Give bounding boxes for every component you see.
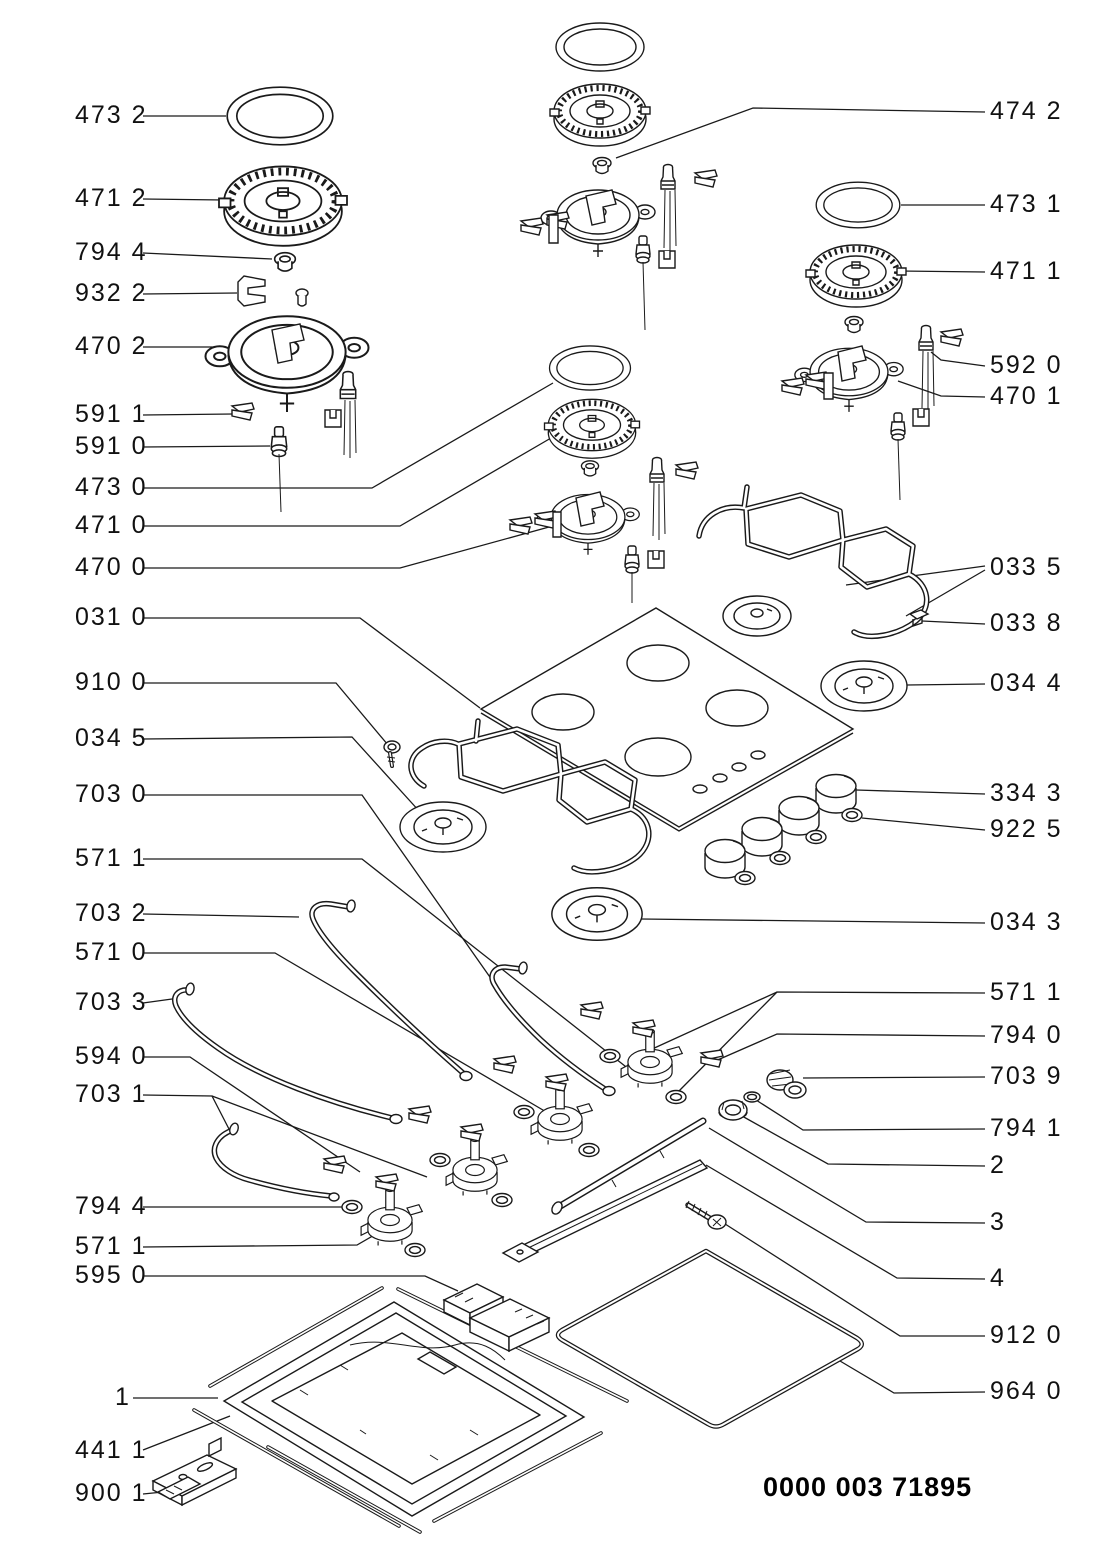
elbow-fitting-703-9	[767, 1070, 806, 1098]
spark-generator-box	[444, 1284, 549, 1351]
manifold-nut	[719, 1100, 747, 1120]
part-number-label: 474 2	[990, 97, 1063, 125]
part-number-label: 571 1	[75, 1232, 148, 1260]
manifold-screw	[686, 1201, 726, 1229]
part-number-label: 594 0	[75, 1042, 148, 1070]
bracket-932-2	[238, 276, 265, 306]
part-number-label: 033 5	[990, 553, 1063, 581]
part-number-label: 441 1	[75, 1436, 148, 1464]
part-number-label: 034 3	[990, 908, 1063, 936]
part-number-label: 471 2	[75, 184, 148, 212]
part-number-label: 571 0	[75, 938, 148, 966]
part-number-label: 591 1	[75, 400, 148, 428]
drawing-number: 0000 003 71895	[763, 1472, 973, 1502]
part-number-label: 3	[990, 1208, 1006, 1236]
part-number-label: 4	[990, 1264, 1006, 1292]
part-number-label: 470 2	[75, 332, 148, 360]
part-number-label: 031 0	[75, 603, 148, 631]
burner-assembly-top-center	[521, 23, 717, 330]
part-number-label: 794 0	[990, 1021, 1063, 1049]
manifold-rail	[503, 1160, 707, 1262]
part-number-label: 473 0	[75, 473, 148, 501]
part-number-label: 932 2	[75, 279, 148, 307]
burner-cap-034-4	[821, 661, 907, 711]
gas-pipe-703-1	[214, 1122, 339, 1201]
burner-assembly-middle	[510, 346, 698, 603]
burner-cap-034-5	[400, 802, 486, 852]
part-number-label: 703 3	[75, 988, 148, 1016]
part-number-label: 034 4	[990, 669, 1063, 697]
fixing-screw	[384, 741, 400, 766]
part-number-label: 703 2	[75, 899, 148, 927]
part-number-label: 571 1	[990, 978, 1063, 1006]
part-number-label: 703 9	[990, 1062, 1063, 1090]
part-number-label: 592 0	[990, 351, 1063, 379]
part-number-label: 033 8	[990, 609, 1063, 637]
part-number-label: 473 1	[990, 190, 1063, 218]
burner-assembly-top-left	[205, 87, 368, 512]
burner-cap-small	[723, 596, 791, 636]
tap-clips	[324, 1002, 723, 1191]
mounting-bracket-900-1	[153, 1438, 236, 1505]
part-number-label: 591 0	[75, 432, 148, 460]
gas-tap-1	[621, 1029, 682, 1087]
part-number-label: 912 0	[990, 1321, 1063, 1349]
part-number-label: 470 1	[990, 382, 1063, 410]
part-number-label: 703 1	[75, 1080, 148, 1108]
part-number-label: 703 0	[75, 780, 148, 808]
burner-assembly-right	[782, 182, 963, 500]
part-number-label: 2	[990, 1151, 1006, 1179]
part-number-label: 471 0	[75, 511, 148, 539]
part-number-label: 470 0	[75, 553, 148, 581]
part-number-label: 794 4	[75, 1192, 148, 1220]
part-number-label: 910 0	[75, 668, 148, 696]
manifold-ring	[744, 1092, 760, 1102]
gas-tap-3	[446, 1137, 507, 1195]
trim-rails	[194, 1288, 627, 1532]
part-number-label: 571 1	[75, 844, 148, 872]
part-number-label: 900 1	[75, 1479, 148, 1507]
burner-cap-034-3	[552, 888, 642, 941]
hob-gasket	[558, 1251, 862, 1427]
part-number-label: 471 1	[990, 257, 1063, 285]
part-number-label: 473 2	[75, 101, 148, 129]
part-number-label: 595 0	[75, 1261, 148, 1289]
part-number-label: 034 5	[75, 724, 148, 752]
part-number-label: 334 3	[990, 779, 1063, 807]
part-number-label: 1	[115, 1383, 131, 1411]
gas-tap-2	[531, 1086, 592, 1144]
part-number-label: 794 1	[990, 1114, 1063, 1142]
part-number-label: 794 4	[75, 238, 148, 266]
part-number-label: 964 0	[990, 1377, 1063, 1405]
gas-pipe-703-3	[175, 982, 402, 1123]
part-number-label: 922 5	[990, 815, 1063, 843]
pan-support-foot	[910, 610, 928, 626]
